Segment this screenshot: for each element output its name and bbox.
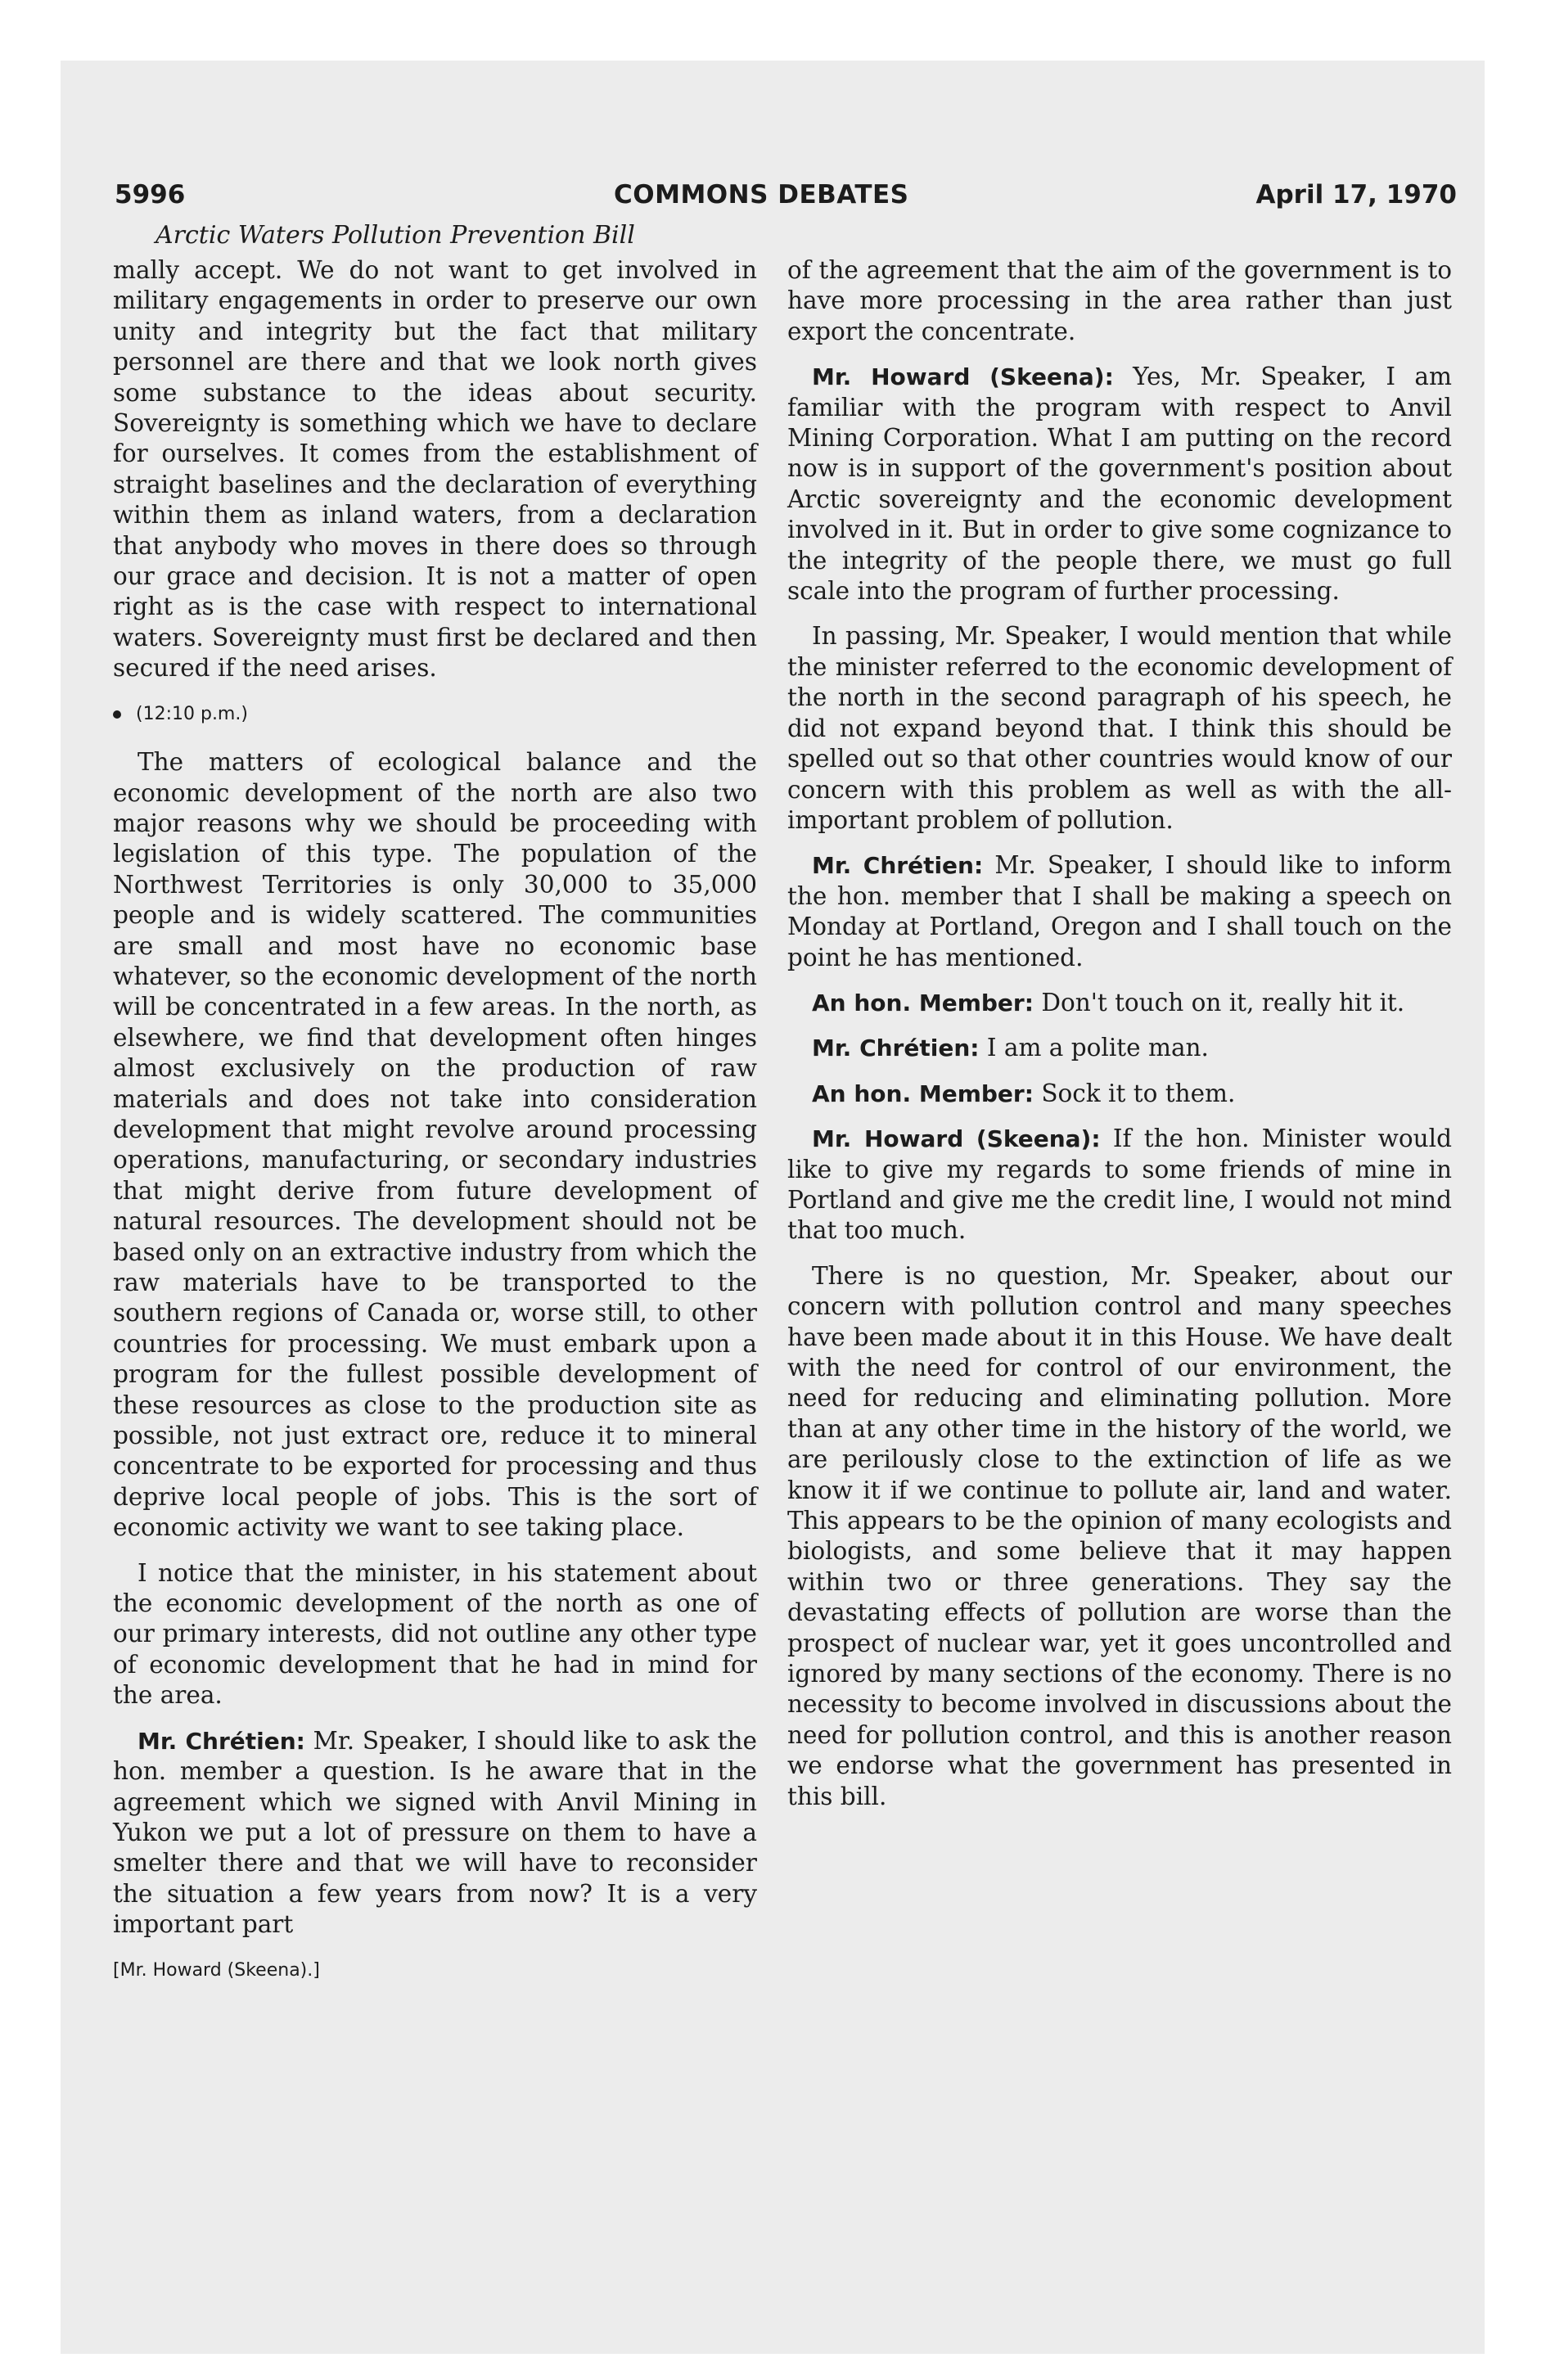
speaker-footer-ref: [Mr. Howard (Skeena).] <box>113 1959 320 1981</box>
left-column <box>113 255 757 1986</box>
speech-text: I am a polite man. <box>986 1034 1209 1062</box>
right-column <box>787 255 1452 1827</box>
page-date: April 17, 1970 <box>1255 180 1457 210</box>
speaker-name: Mr. Chrétien: <box>812 1034 980 1062</box>
speech-paragraph <box>787 988 1452 1018</box>
speech-text: Yes, Mr. Speaker, I am familiar with the program with respect to Anvil Mining Corporation. What I am putting on the record now is in support of the government's position about Arctic sovereignty and the economic development involved in it. But in order to give some cognizance to the integrity of the people there, we must go full scale into the program of further processing. <box>787 363 1452 606</box>
speaker-name: An hon. Member: <box>812 1080 1034 1107</box>
speaker-name: Mr. Howard (Skeena): <box>812 363 1114 391</box>
paragraph: There is no question, Mr. Speaker, about our concern with pollution control and many speeches have been made about it in this House. We have dealt with the need for control of our environment, the need for reducing and eliminating pollution. More than at any other time in the history of the world, we are perilously close to the extinction of life as we know it if we continue to pollute air, land and water. This appears to be the opinion of many ecologists and biologists, and some believe that it may happen within two or three generations. They say the devastating effects of pollution are worse than the prospect of nuclear war, yet it goes uncontrolled and ignored by many sections of the economy. There is no necessity to become involved in discussions about the need for pollution control, and this is another reason we endorse what the government has presented in this bill. <box>787 1261 1452 1810</box>
time-marker <box>113 699 757 729</box>
speaker-name: Mr. Chrétien: <box>137 1727 305 1755</box>
speaker-name: An hon. Member: <box>812 989 1034 1016</box>
speech-text: Don't touch on it, really hit it. <box>1041 988 1405 1016</box>
page-number: 5996 <box>115 180 186 210</box>
speech-text: Mr. Speaker, I should like to ask the hon. member a question. Is he aware that in the agreement which we signed with Anvil Mining in Yukon we put a lot of pressure on them to have a smelter there and that we will have to reconsider the situation a few years from now? It is a very important part <box>113 1726 757 1939</box>
speaker-name: Mr. Howard (Skeena): <box>812 1125 1101 1153</box>
speech-text: If the hon. Minister would like to give my regards to some friends of mine in Portland and give me the credit line, I would not mind that too much. <box>787 1125 1452 1245</box>
paragraph: In passing, Mr. Speaker, I would mention that while the minister referred to the economic development of the north in the second paragraph of his speech, he did not expand beyond that. I think this should be spelled out so that other countries would know of our concern with this problem as well as with the all-important problem of pollution. <box>787 622 1452 834</box>
speech-paragraph <box>787 362 1452 606</box>
page-header <box>115 180 1457 223</box>
journal-title: COMMONS DEBATES <box>614 180 909 210</box>
time-stamp: (12:10 p.m.) <box>136 703 248 724</box>
paragraph: The matters of ecological balance and the economic development of the north are also two major reasons why we should be proceeding with legislation of this type. The population of the Northwest Territories is only 30,000 to 35,000 people and is widely scattered. The communities are small and most have no economic base whatever, so the economic development of the north will be concentrated in a few areas. In the north, as elsewhere, we find that development often hinges almost exclusively on the production of raw materials and does not take into consideration development that might revolve around processing operations, manufacturing, or secondary industries that might derive from future development of natural resources. The development should not be based only on an extractive industry from which the raw materials have to be transported to the southern regions of Canada or, worse still, to other countries for processing. We must embark upon a program for the fullest possible development of these resources as close to the production site as possible, not just extract ore, reduce it to mineral concentrate to be exported for processing and thus deprive local people of jobs. This is the sort of economic activity we want to see taking place. <box>113 748 757 1542</box>
speech-paragraph <box>787 1124 1452 1246</box>
speech-text: Mr. Speaker, I should like to inform the hon. member that I shall be making a speech on Monday at Portland, Oregon and I shall touch on the point he has mentioned. <box>787 851 1453 971</box>
speech-paragraph <box>787 1079 1452 1109</box>
speech-paragraph <box>787 1033 1452 1063</box>
paragraph: mally accept. We do not want to get involved in military engagements in order to preserve our own unity and integrity but the fact that military personnel are there and that we look north gives some substance to the ideas about security. Sovereignty is something which we have to declare for ourselves. It comes from the establishment of straight baselines and the declaration of everything within them as inland waters, from a declaration that anybody who moves in there does so through our grace and decision. It is not a matter of open right as is the case with respect to international waters. Sovereignty must first be declared and then secured if the need arises. <box>113 256 757 683</box>
speech-paragraph <box>113 1726 757 1941</box>
speech-text: Sock it to them. <box>1041 1079 1236 1107</box>
paragraph: I notice that the minister, in his statement about the economic development of the north as one of our primary interests, did not outline any other type of economic development that he had in mind for the area. <box>113 1558 757 1710</box>
speaker-name: Mr. Chrétien: <box>812 852 984 880</box>
bill-title: Arctic Waters Pollution Prevention Bill <box>156 221 635 250</box>
paragraph: of the agreement that the aim of the government is to have more processing in the area rather than just export the concentrate. <box>787 256 1452 345</box>
bullet-icon <box>113 710 121 719</box>
speech-paragraph <box>787 850 1452 973</box>
